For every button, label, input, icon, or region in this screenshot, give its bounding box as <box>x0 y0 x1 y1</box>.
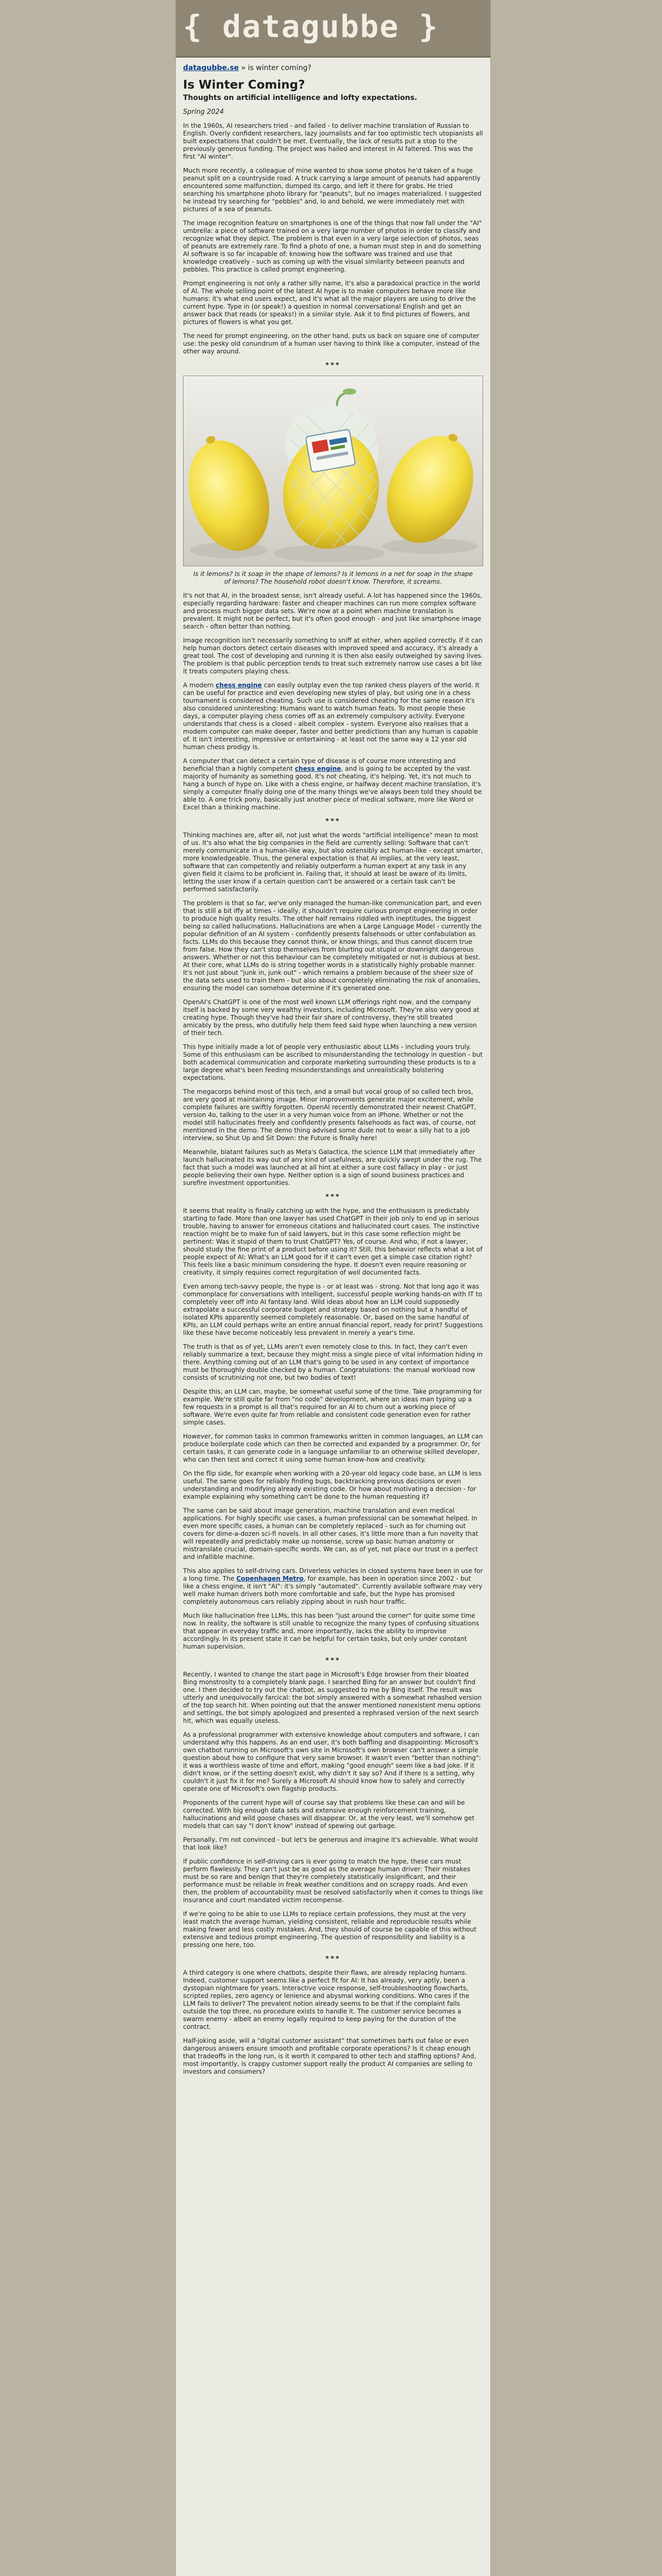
paragraph: Prompt engineering is not only a rather silly name, it's also a paradoxical practice in the world of AI. The whole selling point of the latest AI hype is to make computers behave more like humans: it's what end users expect, and it's what all the major players are using to drive the current hype. Type in (or speak!) a question in normal conversational English and get an answer back that reads (or speaks!) in a similar style. Ask it to find pictures of flowers, and pictures of flowers is what you get. <box>183 280 480 326</box>
paragraph: This also applies to self-driving cars. Driverless vehicles in closed systems have been in use for a long time. The Copenhagen Metro, for example, has been in operation since 2002 - but like a chess engine, it isn't "AI": it's simply "automated". Currently available software may very well make human drivers both more comfortable and safe, but the hype has promised completely autonomous cars reliably zipping about in rush hour traffic. <box>183 1567 483 1605</box>
section-divider: *** <box>325 818 341 825</box>
paragraph: OpenAI's ChatGPT is one of the most well known LLM offerings right now, and the company itself is backed by some very wealthy investors, including Microsoft. They're also very good at creating hype. Though they've had their fair share of controversy, they're still treated amicably by the press, who dutifully help them feed said hype when launching a new version of their tech. <box>183 998 479 1037</box>
paragraph: Half-joking aside, will a "digital customer assistant" that sometimes barfs out false or even dangerous answers ensure smooth and profitable corporate operations? Is it cheap enough that tradeoffs in the long run, is it worth it compared to other tech and staffing options? And, most importantly, is crappy customer support really the product AI companies are selling to investors and consumers? <box>183 2037 476 2075</box>
article-subtitle: Thoughts on artificial intelligence and lofty expectations. <box>183 94 418 102</box>
paragraph: This hype initially made a lot of people very enthusiastic about LLMs - including yours truly. Some of this enthusiasm can be ascribed to misunderstanding the technology in question - but both academical communication and corporate marketing surrounding these products is to a large degree what's been feeding misunderstandings and unrealistically bolstering expectations. <box>183 1043 483 1081</box>
paragraph: Despite this, an LLM can, maybe, be somewhat useful some of the time. Take programming for example. We're still quite far from "no code" development, where an ideas man typing up a few requests in a prompt is all that's required for an AI to churn out a working piece of software. We're even quite far from reliable and consistent code generation even for rather simple cases. <box>183 1388 482 1426</box>
paragraph: Personally, I'm not convinced - but let's be generous and imagine it's achievable. What would that look like? <box>183 1836 478 1851</box>
paragraph: Much more recently, a colleague of mine wanted to show some photos he'd taken of a huge peanut split on a countryside road. A truck carrying a large amount of peanuts had apparently encountered some malfunction, dumped its cargo, and left it there for grabs. He tried searching his smartphone photo library for "peanuts", but no images materialized. I suggested he instead try searching for "pebbles" and, lo and behold, we were immediately met with pictures of a sea of peanuts. <box>183 167 482 213</box>
paragraph: In the 1960s, AI researchers tried - and failed - to deliver machine translation of Russian to English. Overly confident researchers, lazy journalists and far too optimistic tech utopianists all built expectations that couldn't be met. Eventually, the lack of results put a stop to the previously generous funding. The project was hailed and interest in AI faltered. This was the first "AI winter". <box>183 122 483 160</box>
chess-engine-link[interactable]: chess engine <box>294 765 341 772</box>
paragraph: Recently, I wanted to change the start page in Microsoft's Edge browser from their bloated Bing monstrosity to a completely blank page. I searched Bing for an answer but couldn't find one. I then decided to try out the chatbot, as suggested to me by Bing itself. The result was utterly and unequivocally farcical: the bot simply answered with a somewhat rehashed version of the top search hit. When pointing out that the answer mentioned nonexistent menu options and settings, the bot simply apologized and presented a rephrased version of the next search hit, which was equally useless. <box>183 1671 482 1724</box>
paragraph: A computer that can detect a certain type of disease is of course more interesting and beneficial than a highly competent chess engine, and is going to be accepted by the vast majority of humanity as something good. It's not cheating, it's helping. Yet, it's not much to hang a bunch of hype on. Like with a chess engine, or halfway decent machine translation, it's simply a computer finally doing one of the many things we've always been told they should be able to. A one trick pony, basically just another piece of medical software, more like Word or Excel than a thinking machine. <box>183 757 482 811</box>
paragraph: Even among tech-savvy people, the hype is - or at least was - strong. Not that long ago it was commonplace for conversations with intelligent, successful people working hands-on with IT to completely veer off into AI fantasy land. Wild ideas about how an LLM could supposedly extrapolate a successful corporate budget and strategy based on nothing but a handful of isolated KPIs apparently seemed completely reasonable. Or, based on the same handful of KPIs, an LLM could perhaps write an entire annual financial report, ready for print? Suggestions like these have become noticeably less prevalent in merely a year's time. <box>183 1283 483 1336</box>
paragraph: The megacorps behind most of this tech, and a small but vocal group of so called tech bros, are very good at maintaining image. Minor improvements generate major excitement, while complete failures are swiftly forgotten. OpenAI recently demonstrated their newest ChatGPT, version 4o, talking to the user in a very human voice from an iPhone. Whether or not the model still hallucinates freely and confidently presents falsehoods as fact was, of course, not mentioned in the demo. The demo thing advised some dude not to wear a silly hat to a job interview, so Shut Up and Sit Down: the Future is finally here! <box>183 1088 476 1142</box>
paragraph: It's not that AI, in the broadest sense, isn't already useful. A lot has happened since the 1960s, especially regarding hardware: faster and cheaper machines can run more complex software and process much bigger data sets. We're now at a point when machine translation is prevalent. It might not be perfect, but it's often good enough - and just like smartphone image search - often better than nothing. <box>183 592 483 630</box>
article-content <box>176 58 490 2076</box>
paragraph: Proponents of the current hype will of course say that problems like these can and will be corrected. With big enough data sets and extensive enough reinforcement training, hallucinations and wild goose chases will disappear. Or, at the very least, we'll somehow get models that can say "I don't know" instead of spewing out garbage. <box>183 1799 475 1829</box>
breadcrumb <box>183 64 483 72</box>
photo-caption: Is it lemons? Is it soap in the shape of lemons? Is it lemons in a net for soap in the shape of lemons? The household robot doesn't know. Therefore, it screams. <box>193 570 473 585</box>
lemon-photo-illustration <box>184 376 483 566</box>
paragraph: Much like hallucination free LLMs, this has been "just around the corner" for quite some time now. In reality, the software is still unable to recognize the many types of confusing situations that appear in everyday traffic and, more importantly, lacks the ability to improvise accordingly. In its present state it can be helpful for certain tasks, but only under constant human supervision. <box>183 1612 479 1650</box>
site-logo[interactable]: { datagubbe } <box>183 9 439 45</box>
section-divider: *** <box>325 1955 341 1963</box>
paragraph: If we're going to be able to use LLMs to replace certain professions, they must at the very least match the average human, yielding consistent, reliable and reproducible results while making fewer and less costly mistakes. And, they should of course be capable of this without extensive and tedious prompt engineering. The question of responsibility and liability is a pressing one here, too. <box>183 1910 476 1948</box>
paragraph: As a professional programmer with extensive knowledge about computers and software, I can understand why this happens. As an end user, it's both baffling and disappointing: Microsoft's own chatbot running on Microsoft's own site in Microsoft's own browser can't answer a simple question about how to configure that very same browser. It wasn't even "better than nothing": it was a worthless waste of time and effort, making "good enough" seem like a bad joke. If it didn't know, or if the setting doesn't exist, why didn't it say so? And if there is a setting, why couldn't it just fix it for me? Surely a Microsoft AI should know how to safely and correctly operate one of Microsoft's own flagship products. <box>183 1731 481 1792</box>
breadcrumb-current: is winter coming? <box>247 64 311 72</box>
paragraph: The problem is that so far, we've only managed the human-like communication part, and even that is still a bit iffy at times - ideally, it shouldn't require curious prompt engineering in order to produce high quality results. The other half remains riddled with ineptitudes, the biggest being so called hallucinations. Hallucinations are when a Large Language Model - currently the popular definition of an AI system - confidently presents falsehoods or utter confabulation as facts. LLMs do this because they cannot think, or know things, and thus cannot discern true from false. How they can't stop themselves from blurting out stupid or downright dangerous answers. Whether or not this behaviour can be completely mitigated or not is dubious at best. At their core, what LLMs do is string together words in a statistically highly probable manner. It's not just about "junk in, junk out" - which remains a problem because of the sheer size of the data sets used to train them - but also about completely eliminating the risk of anomalies, ensuring the model can somehow determine if it's generated one. <box>183 900 482 992</box>
paragraph: A modern chess engine can easily outplay even the top ranked chess players of the world. It can be useful for practice and even developing new styles of play, but using one in a chess tournament is considered cheating. Such use is considered cheating for the same reason it's also considered uninteresting: Humans want to watch human feats. To most people these days, a computer playing chess comes off as an extremely compulsory activity. Everyone understands that chess is a closed - albeit complex - system. Everyone also realises that a modern computer can make deeper, faster and better predictions than any human is capable of. It isn't interesting, impressive or entertaining - at least not the same way a 12 year old human chess prodigy is. <box>183 682 480 751</box>
article-date: Spring 2024 <box>183 108 224 116</box>
paragraph: On the flip side, for example when working with a 20-year old legacy code base, an LLM is less useful. The same goes for reliably finding bugs, backtracking previous decisions or even understanding and modifying already existing code. Or how about motivating a decision - for example explaining why something can't be done to the human requesting it? <box>183 1470 482 1500</box>
lemon-soap-photo <box>183 376 483 566</box>
paragraph: The image recognition feature on smartphones is one of the things that now fall under the "AI" umbrella: a piece of software trained on a very large number of photos in order to classify and recognize what they depict. The problem is that even in a very large selection of photos, seas of peanuts are extremely rare. To find a photo of one, a human must step in and do something AI software is so far incapable of: knowing how the software was trained and use that knowledge creatively - such as coming up with the visual similarity between peanuts and pebbles. This practice is called prompt engineering. <box>183 219 482 273</box>
chess-engine-link[interactable]: chess engine <box>216 682 262 689</box>
paragraph: The need for prompt engineering, on the other hand, puts us back on square one of computer use: the pesky old conundrum of a human user having to think like a computer, instead of the other way around. <box>183 332 480 355</box>
paragraph: A third category is one where chatbots, despite their flaws, are already replacing humans. Indeed, customer support seems like a perfect fit for AI: It has already, very aptly, been a dystopian nightmare for years. Interactive voice response, self-troubleshooting flowcharts, scripted replies, zero agency or lenience and abysmal working conditions. Who cares if the LLM fails to deliver? The prevalent notion already seems to be that if the complaint falls outside the top three, no procedure exists to handle it. The customer service becomes a swarm enemy - albeit an enemy legally required to keep paying for the duration of the contract. <box>183 1969 470 2030</box>
paragraph: The same can be said about image generation, machine translation and even medical applications. For highly specific use cases, a human professional can be somewhat helped. In even more specific cases, a human can be completely replaced - such as for churning out covers for dime-a-dozen sci-fi novels. In all other cases, it's little more than a fun novelty that will repeatedly and predictably make up nonsense, screw up basic human anatomy or mistranslate crucial, domain-specific words. We can, as of yet, not place our trust in a perfect and infallible machine. <box>183 1507 478 1561</box>
section-divider: *** <box>325 362 341 369</box>
section-divider: *** <box>325 1657 341 1665</box>
paragraph: Image recognition isn't necessarily something to sniff at either, when applied correctly. If it can help human doctors detect certain diseases with improved speed and accuracy, it's already a great tool. The cost of developing and running it is then also easily outweighed by saving lives. The problem is that public perception tends to treat such extremely narrow use cases a bit like it treats computers playing chess. <box>183 637 483 675</box>
page-container <box>175 0 491 2576</box>
paragraph: Meanwhile, blatant failures such as Meta's Galactica, the science LLM that immediately after launch hallucinated its way out of any kind of usefulness, are quickly swept under the rug. The fact that such a model was launched at all hint at either a sure cost fallacy in play - or just people believing their own hype. Neither option is a sign of sound business practices and surefire investment opportunities. <box>183 1148 482 1187</box>
article-title: Is Winter Coming? <box>183 78 305 92</box>
breadcrumb-home-link[interactable]: datagubbe.se <box>183 64 239 72</box>
copenhagen-metro-link[interactable]: Copenhagen Metro <box>236 1575 304 1582</box>
paragraph: However, for common tasks in common frameworks written in common languages, an LLM can produce boilerplate code which can then be corrected and expanded by a programmer. Or, for certain tasks, it can generate code in a language unfamiliar to an otherwise skilled developer, who can then test and correct it using some human know-how and creativity. <box>183 1433 483 1463</box>
paragraph: If public confidence in self-driving cars is ever going to match the hype, these cars must perform flawlessly. They can't just be as good as the average human driver: Their mistakes must be so rare and benign that they're completely statistically insignificant, and their performance must be reliable in freak weather conditions and on scrappy roads. And even then, the problem of accountability must be resolved satisfactorily when it comes to things like insurance and court mandated victim recompense. <box>183 1858 483 1904</box>
section-divider: *** <box>325 1193 341 1201</box>
breadcrumb-separator: » <box>239 64 248 72</box>
paragraph: The truth is that as of yet, LLMs aren't even remotely close to this. In fact, they can't even reliably summarize a text, because they might miss a single piece of vital information hiding in there. Anything coming out of an LLM that's going to be used in any context of importance must be thoroughly double checked by a human. Congratulations: the manual workload now consists of scrutinizing not one, but two bodies of text! <box>183 1343 483 1381</box>
paragraph: It seems that reality is finally catching up with the hype, and the enthusiasm is predictably starting to fade. More than one lawyer has used ChatGPT in their job only to end up in serious trouble, having to answer for erroneous citations and hallucinated court cases. The instinctive reaction might be to make fun of said lawyers, but in this case some reflection might be pertinent: Was it stupid of them to trust ChatGPT? Yes, of course. And who, if not a lawyer, should study the fine print of a product before using it? Still, this behavior reflects what a lot of people expect of AI: What's an LLM good for if it can't even get a simple case citation right? This feels like a basic minimum considering the hype. It doesn't even require reasoning or creativity, it simply requires correct regurgitation of well documented facts. <box>183 1207 483 1276</box>
paragraph: Thinking machines are, after all, not just what the words "artificial intelligence" mean to most of us. It's also what the big companies in the field are currently selling: Software that can't merely communicate in a human-like way, but also ostensibly act human-like - except smarter, more knowledgeable. Thus, the general expectation is that AI implies, at the very least, software that can competently and reliably outperform a human expert at any task in any given field it claims to be proficient in. Failing that, it should at least be aware of its limits, letting the user know if a certain question can't be answered or a certain task can't be performed satisfactorily. <box>183 832 483 893</box>
site-header <box>176 0 490 58</box>
